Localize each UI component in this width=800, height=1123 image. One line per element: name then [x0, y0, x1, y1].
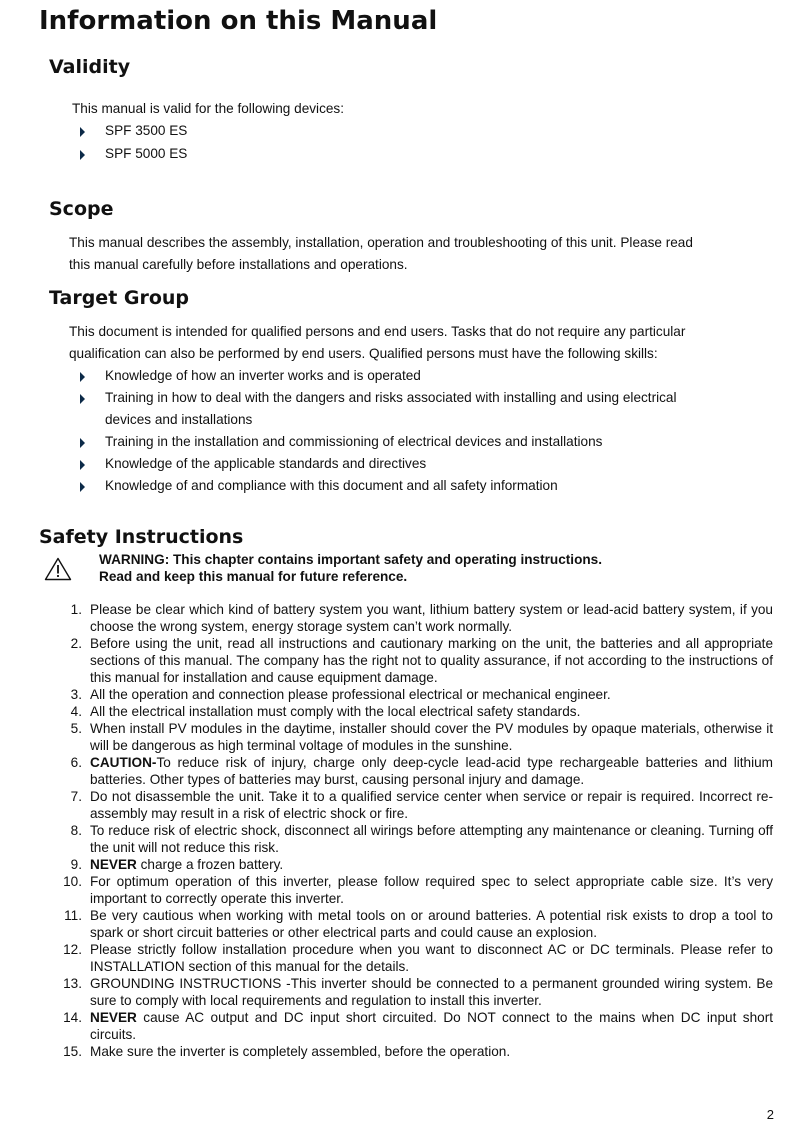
safety-list — [58, 601, 773, 1060]
validity-intro: This manual is valid for the following devices: — [72, 101, 345, 116]
item-text: charge a frozen battery. — [136, 857, 284, 872]
list-item — [58, 822, 773, 856]
item-text: Please strictly follow installation procedure when you want to disconnect AC or DC terminals. Please refer to INSTALLATION section of this manual for the details. — [90, 942, 773, 974]
target-group-line-1: This document is intended for qualified persons and end users. Tasks that do not require any particular — [69, 324, 686, 339]
item-number: 14. — [63, 1010, 82, 1025]
item-number: 11. — [64, 908, 82, 923]
target-group-heading: Target Group — [49, 287, 190, 309]
item-number: 3. — [70, 687, 82, 702]
warning-text — [99, 551, 602, 585]
list-item — [58, 1009, 773, 1043]
item-text: Be very cautious when working with metal tools on or around batteries. A potential risk exists to drop a tool to spark or short circuit batteries or other electrical parts and could cause an explosion. — [90, 908, 773, 940]
item-text: Please be clear which kind of battery system you want, lithium battery system or lead-acid battery system, if you choose the wrong system, energy storage system can’t work normally. — [90, 602, 773, 634]
list-item — [58, 720, 773, 754]
list-item — [58, 703, 773, 720]
item-text: cause AC output and DC input short circuited. Do NOT connect to the mains when DC input short circuits. — [90, 1010, 773, 1042]
bullet-arrow-icon — [80, 150, 85, 160]
item-text: All the electrical installation must comply with the local electrical safety standards. — [90, 704, 581, 719]
bullet-arrow-icon — [80, 438, 85, 448]
item-text: Do not disassemble the unit. Take it to a qualified service center when service or repair is required. Incorrect re-assembly may result in a risk of electric shock or fire. — [90, 789, 773, 821]
list-item — [58, 941, 773, 975]
skill-text: Training in how to deal with the dangers and risks associated with installing and using electrical — [105, 390, 677, 405]
item-emphasis: NEVER — [90, 1010, 137, 1025]
list-item — [58, 856, 773, 873]
item-number: 5. — [70, 721, 82, 736]
list-item — [58, 975, 773, 1009]
scope-line-2: this manual carefully before installations and operations. — [69, 257, 408, 272]
item-number: 10. — [63, 874, 82, 889]
item-number: 7. — [70, 789, 82, 804]
item-number: 1. — [70, 602, 82, 617]
validity-heading: Validity — [49, 56, 131, 78]
list-item — [58, 907, 773, 941]
bullet-arrow-icon — [80, 460, 85, 470]
item-text: Before using the unit, read all instructions and cautionary marking on the unit, the batteries and all appropriate sections of this manual. The company has the right not to quality assurance, if not according to the instructions of this manual for installation and cause equipment damage. — [90, 636, 773, 685]
safety-heading: Safety Instructions — [39, 526, 244, 548]
skill-text: Knowledge of how an inverter works and is operated — [105, 368, 421, 383]
item-emphasis: CAUTION- — [90, 755, 157, 770]
item-text: To reduce risk of electric shock, disconnect all wirings before attempting any maintenance or cleaning. Turning off the unit will not reduce this risk. — [90, 823, 773, 855]
skill-text: Training in the installation and commissioning of electrical devices and installations — [105, 434, 603, 449]
item-text: Make sure the inverter is completely assembled, before the operation. — [90, 1044, 511, 1059]
target-group-line-2: qualification can also be performed by end users. Qualified persons must have the following skills: — [69, 346, 658, 361]
list-item — [58, 788, 773, 822]
list-item — [58, 635, 773, 686]
skill-text: Knowledge of and compliance with this document and all safety information — [105, 478, 558, 493]
bullet-arrow-icon — [80, 372, 85, 382]
bullet-arrow-icon — [80, 127, 85, 137]
warning-triangle-icon — [44, 557, 72, 581]
item-text: For optimum operation of this inverter, please follow required spec to select appropriate cable size. It’s very important to correctly operate this inverter. — [90, 874, 773, 906]
list-item — [58, 873, 773, 907]
item-number: 13. — [63, 976, 82, 991]
item-number: 4. — [70, 704, 82, 719]
item-text: When install PV modules in the daytime, installer should cover the PV modules by opaque materials, otherwise it will be dangerous as high terminal voltage of modules in the sunshine. — [90, 721, 773, 753]
warning-line-1: WARNING: This chapter contains important safety and operating instructions. — [99, 552, 603, 567]
skill-text: Knowledge of the applicable standards and directives — [105, 456, 427, 471]
device-name: SPF 3500 ES — [105, 123, 188, 138]
item-number: 2. — [70, 636, 82, 651]
item-number: 15. — [63, 1044, 82, 1059]
item-emphasis: NEVER — [90, 857, 137, 872]
item-number: 12. — [63, 942, 82, 957]
warning-line-2: Read and keep this manual for future reference. — [99, 569, 408, 584]
page-title: Information on this Manual — [39, 6, 438, 36]
item-number: 9. — [70, 857, 82, 872]
list-item — [58, 686, 773, 703]
list-item — [58, 1043, 773, 1060]
bullet-arrow-icon — [80, 394, 85, 404]
item-number: 8. — [70, 823, 82, 838]
item-text: GROUNDING INSTRUCTIONS -This inverter should be connected to a permanent grounded wiring system. Be sure to comply with local requirements and regulation to install this inverter. — [90, 976, 773, 1008]
page-number: 2 — [766, 1107, 774, 1122]
device-name: SPF 5000 ES — [105, 146, 188, 161]
item-text: To reduce risk of injury, charge only deep-cycle lead-acid type rechargeable batteries and lithium batteries. Other types of batteries may burst, causing personal injury and damage. — [90, 755, 773, 787]
scope-line-1: This manual describes the assembly, installation, operation and troubleshooting of this unit. Please read — [69, 235, 693, 250]
skill-text: devices and installations — [105, 412, 253, 427]
item-number: 6. — [70, 755, 82, 770]
list-item — [58, 601, 773, 635]
bullet-arrow-icon — [80, 482, 85, 492]
scope-heading: Scope — [49, 198, 114, 220]
list-item — [58, 754, 773, 788]
item-text: All the operation and connection please professional electrical or mechanical engineer. — [90, 687, 611, 702]
